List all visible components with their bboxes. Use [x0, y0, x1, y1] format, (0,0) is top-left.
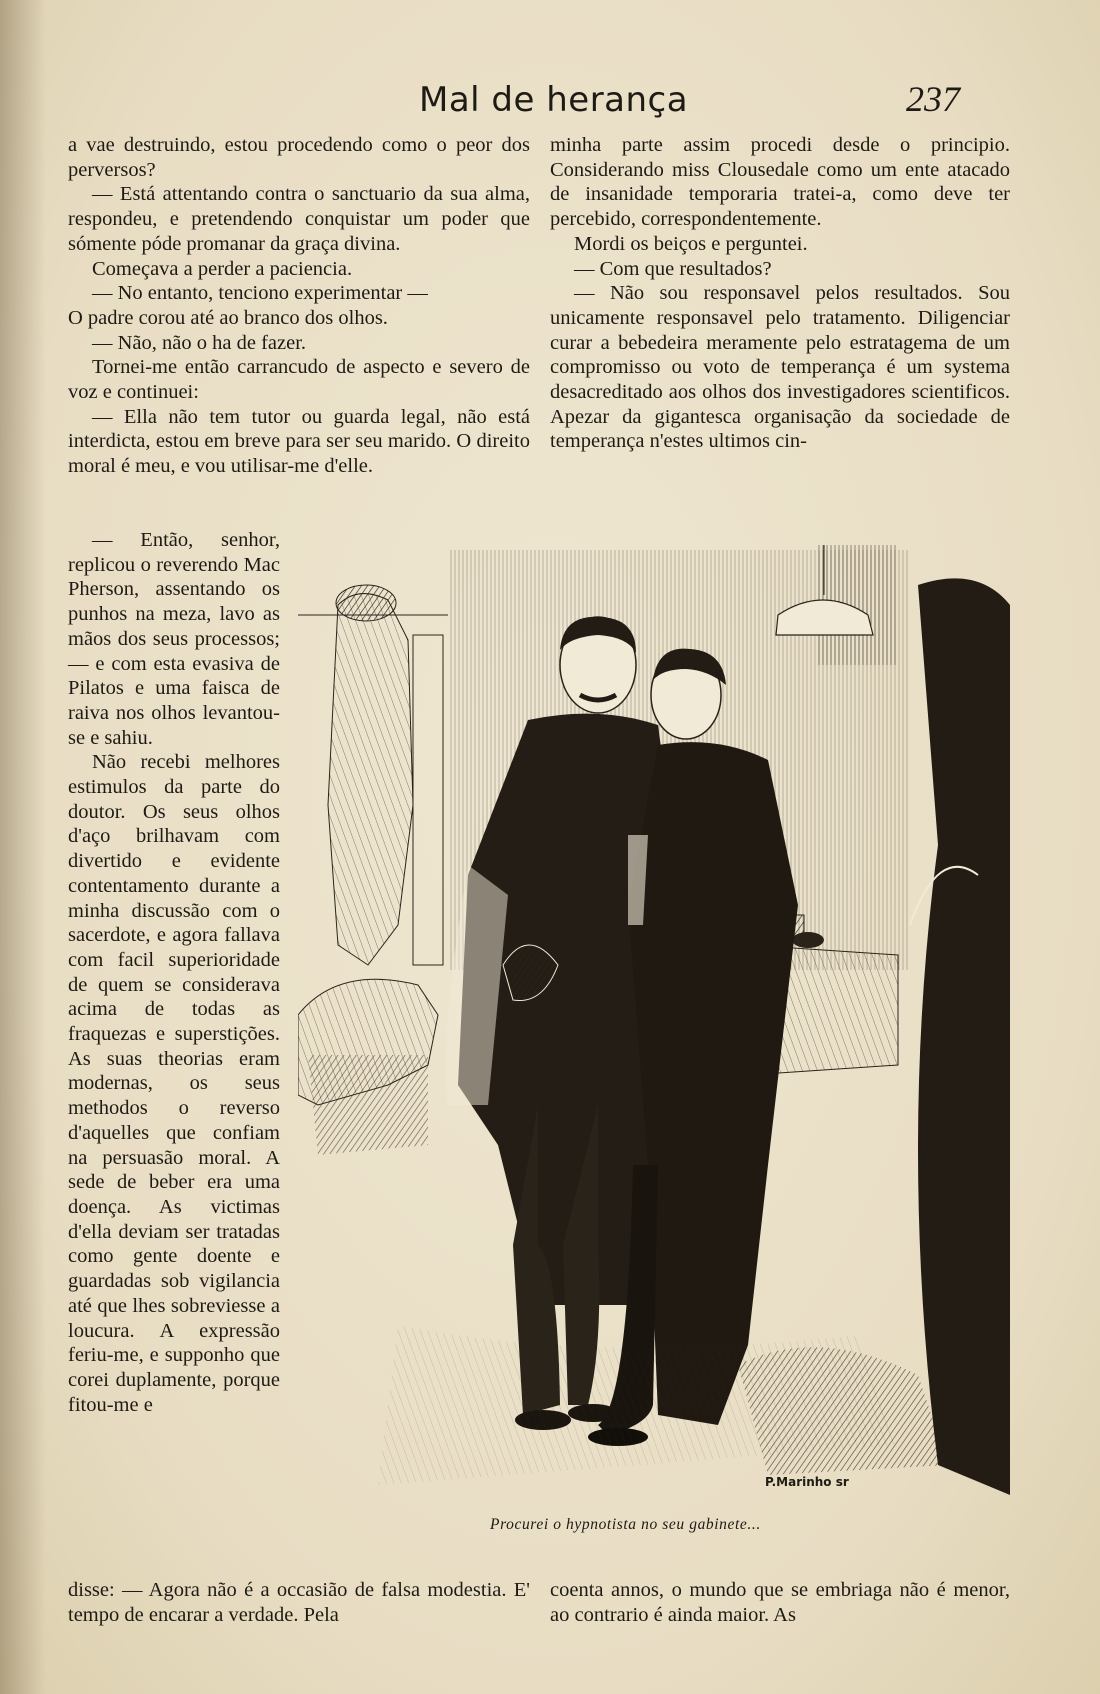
- illustration: [298, 545, 1010, 1495]
- left-column-bottom: [68, 1578, 530, 1627]
- page-edge-shadow: [0, 0, 46, 1694]
- paragraph: a vae destruindo, estou procedendo como o peor dos perversos?: [68, 134, 530, 181]
- paragraph: Não recebi melhores estimulos da parte do doutor. Os seus olhos d'aço brilhavam com divertido e evidente contentamento durante a minha discussão com o sacerdote, e agora fallava com facil superioridade de quem se considerava acima de todas as fraquezas e superstições. As suas theorias eram modernas, os seus methodos o reverso d'aquelles que confiam na persuasão moral. A sede de beber era uma doença. As victimas d'ella deviam ser tratadas como gente doente e guardadas sob vigilancia até que lhes sobreviesse a loucura. A expressão feriu-me, e supponho que corei duplamente, porque fitou-me e: [68, 751, 280, 1416]
- right-column-bottom: [550, 1578, 1010, 1627]
- paragraph: Tornei-me então carrancudo de aspecto e severo de voz e continuei:: [68, 356, 530, 404]
- narrow-column: [68, 528, 280, 1417]
- page-number: 237: [906, 79, 960, 119]
- left-column-top: [68, 133, 530, 479]
- paragraph: O padre corou até ao branco dos olhos.: [68, 306, 388, 329]
- figure-caption: Procurei o hypnotista no seu gabinete...: [490, 1516, 761, 1533]
- paragraph: disse: — Agora não é a occasião de falsa modestia. E' tempo de encarar a verdade. Pela: [68, 1579, 530, 1626]
- paragraph: — Com que resultados?: [574, 257, 772, 280]
- paragraph: — Ella não tem tutor ou guarda legal, não está interdicta, estou em breve para ser seu marido. O direito moral é meu, e vou utilisar-me d'elle.: [68, 405, 530, 478]
- engraving-two-men: [298, 545, 1010, 1495]
- paragraph: — Então, senhor, replicou o reverendo Mac Pherson, assentando os punhos na meza, lavo as mãos dos seus processos; — e com esta evasiva de Pilatos e uma faisca de raiva nos olhos levantou-se e sahiu.: [68, 529, 280, 749]
- paragraph: — Não sou responsavel pelos resultados. Sou unicamente responsavel pelo tratamento. Diligenciar curar a bebedeira meramente pelo estratagema de um compromisso ou voto de temperança é um systema desacreditado aos olhos dos investigadores scientificos. Apezar da gigantesca organisação da sociedade de temperança n'estes ultimos cin-: [550, 282, 1010, 453]
- paragraph: Mordi os beiços e perguntei.: [574, 232, 808, 255]
- right-column-top: [550, 133, 1010, 454]
- paragraph: — No entanto, tenciono experimentar —: [92, 282, 428, 305]
- paragraph: coenta annos, o mundo que se embriaga não é menor, ao contrario é ainda maior. As: [550, 1579, 1010, 1626]
- artist-signature: P.Marinho sr: [765, 1475, 849, 1489]
- running-title: Mal de herança: [419, 80, 689, 120]
- paragraph: minha parte assim procedi desde o principio. Considerando miss Clousedale como um ente atacado de insanidade temporaria tratei-a, como deve ter percebido, correspondentemente.: [550, 134, 1010, 231]
- paragraph: — Não, não o ha de fazer.: [92, 331, 307, 354]
- paragraph: — Está attentando contra o sanctuario da sua alma, respondeu, e pretendendo conquistar um poder que sómente póde promanar da graça divina.: [68, 183, 530, 255]
- paragraph: Começava a perder a paciencia.: [92, 257, 353, 280]
